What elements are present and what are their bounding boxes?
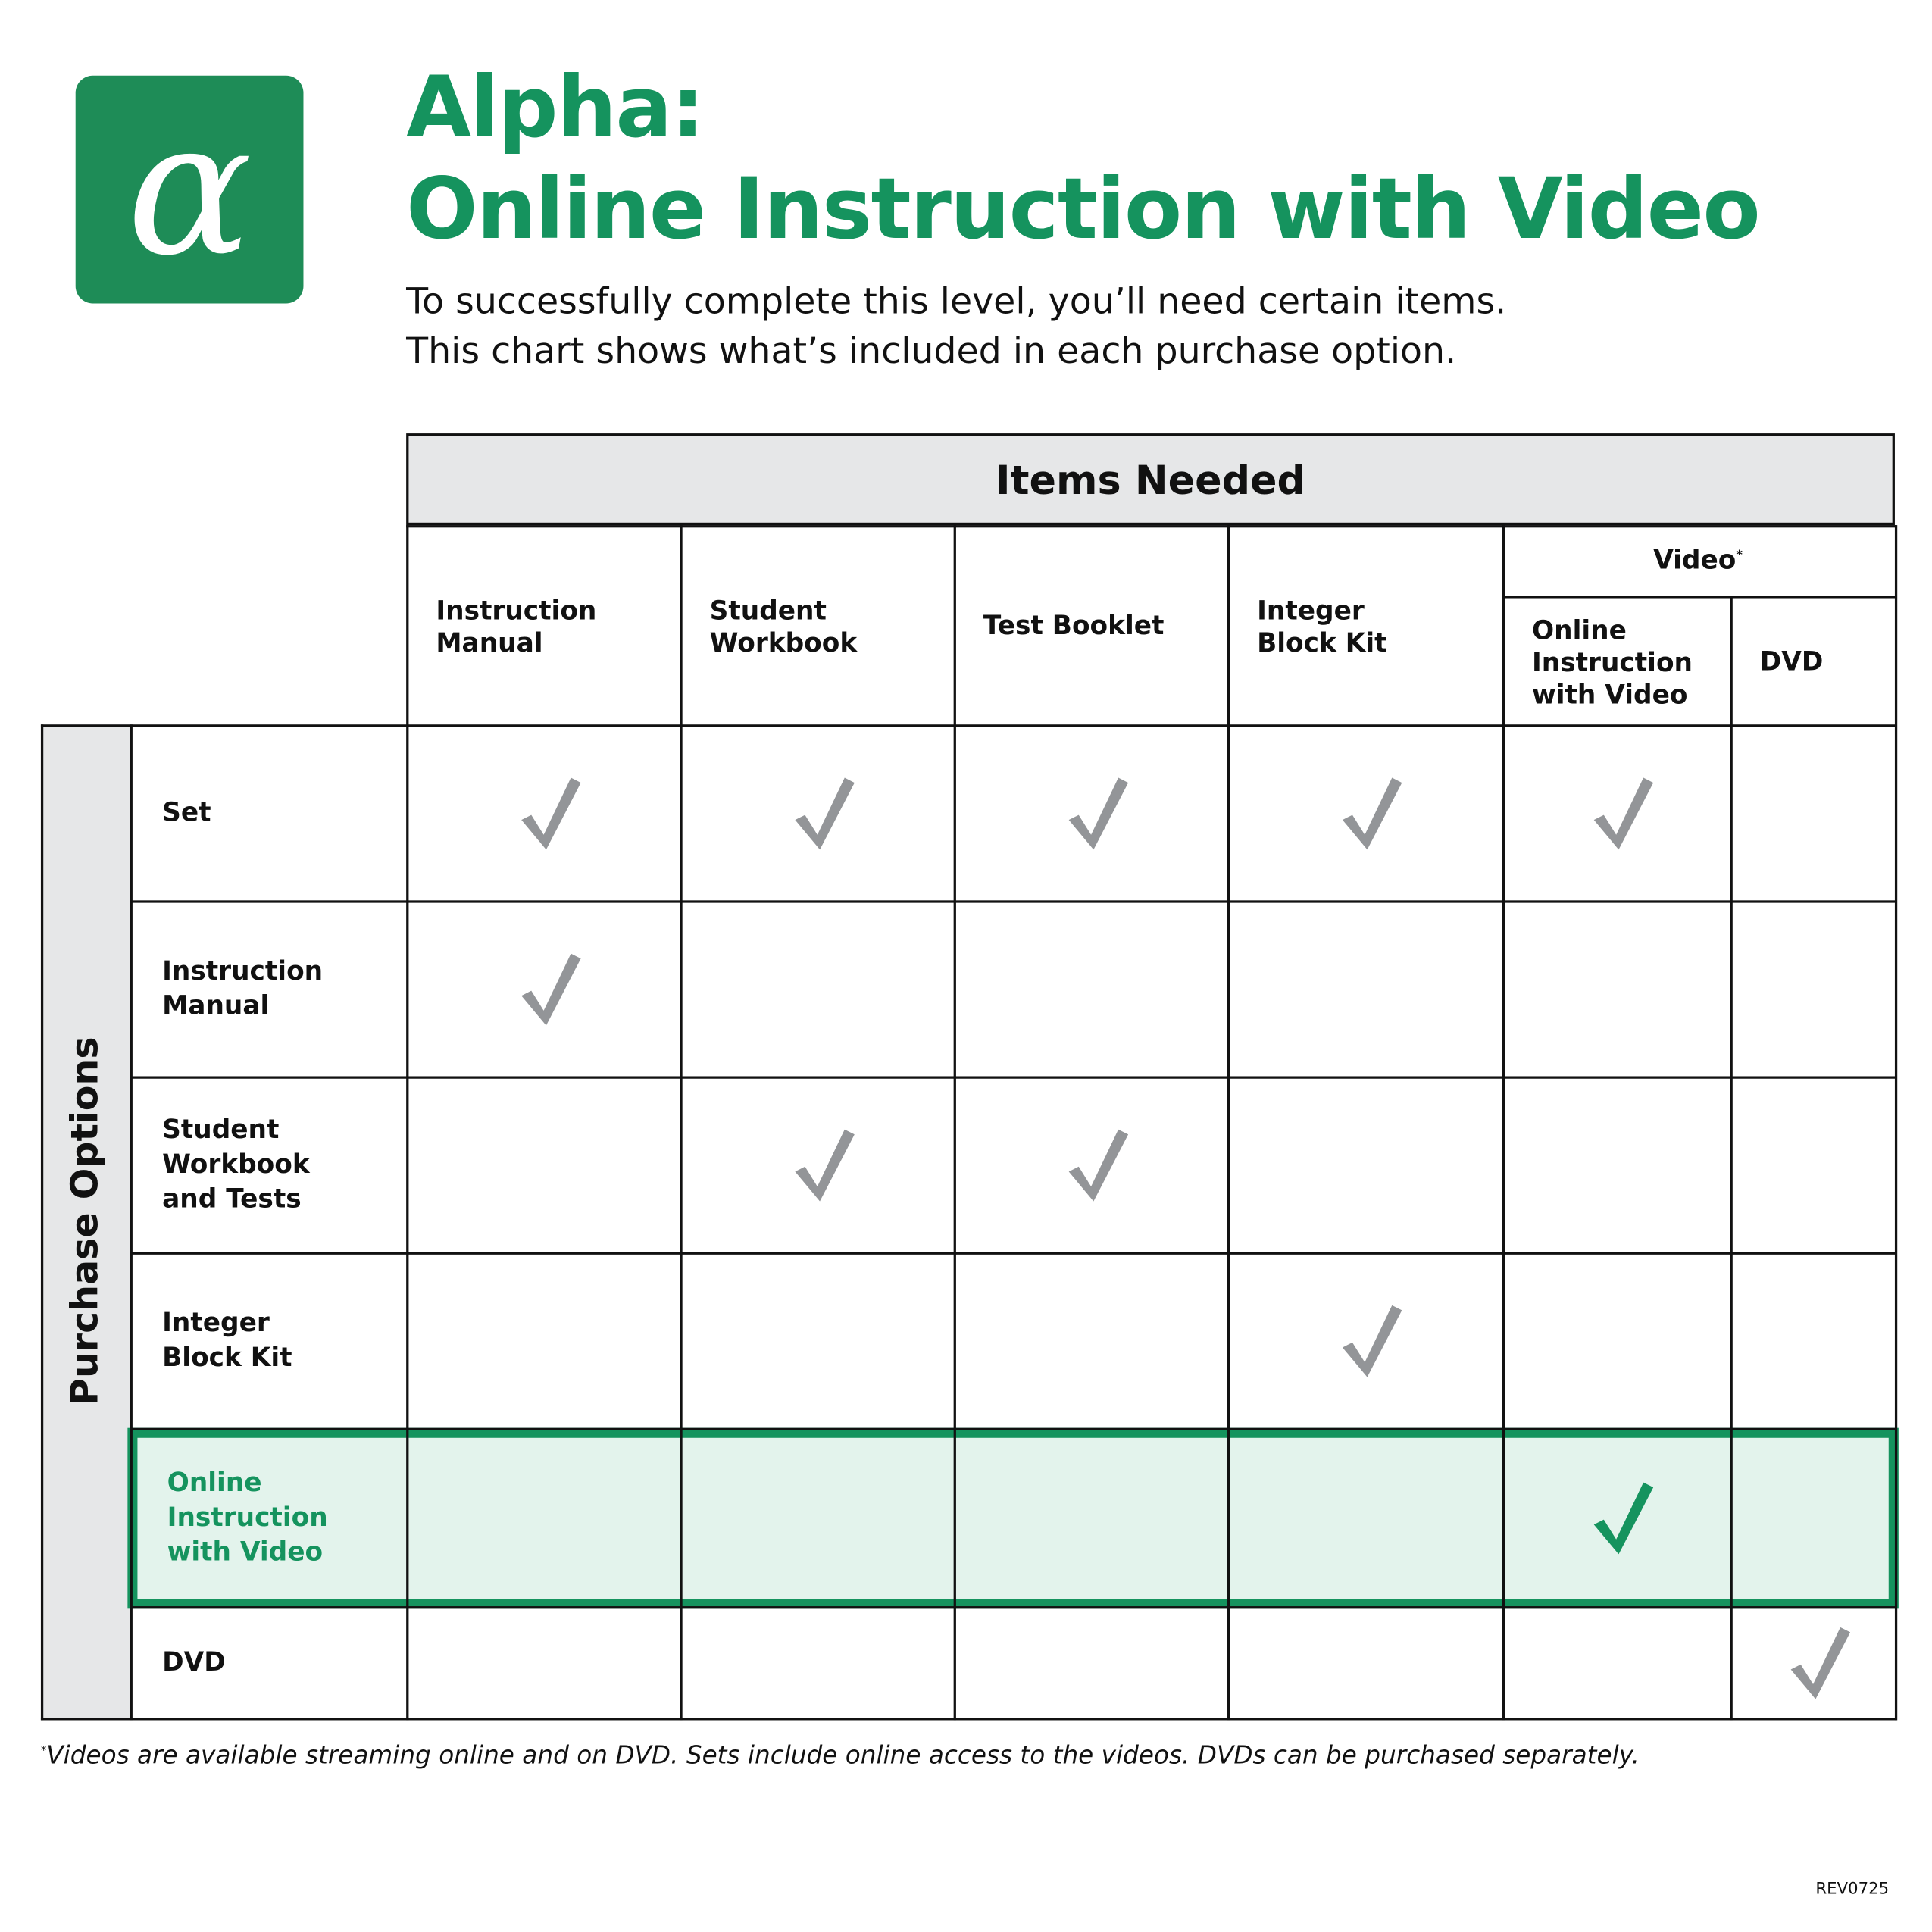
- purchase-options-label: Purchase Options: [64, 1036, 108, 1405]
- video-group-label: Video: [1653, 545, 1737, 575]
- footnote-marker: *: [40, 1745, 47, 1758]
- grid-line: [406, 525, 408, 1720]
- column-header: DVD: [1759, 646, 1824, 677]
- row-label: Student Workbook and Tests: [162, 1114, 310, 1214]
- row-label: Instruction Manual: [162, 955, 324, 1021]
- checkmark-icon: [1340, 775, 1402, 849]
- page-title-line2: Online Instruction with Video: [406, 161, 1760, 259]
- grid-line: [1730, 596, 1733, 1720]
- grid-line: [131, 1252, 1896, 1255]
- alpha-logo: α: [76, 76, 304, 304]
- checkmark-icon: [518, 951, 580, 1025]
- page-title-line1: Alpha:: [406, 59, 704, 158]
- grid-line: [1895, 525, 1897, 1720]
- checkmark-icon: [1066, 1127, 1128, 1201]
- checkmark-icon: [518, 775, 580, 849]
- checkmark-icon: [1066, 775, 1128, 849]
- checkmark-icon: [1340, 1303, 1402, 1377]
- grid-line: [41, 724, 43, 1720]
- subtitle-line2: This chart shows what’s included in each purchase option.: [406, 329, 1457, 372]
- column-header: Online Instruction with Video: [1532, 615, 1693, 710]
- grid-line: [131, 1076, 1896, 1078]
- checkmark-icon: [792, 775, 854, 849]
- items-needed-header: Items Needed: [406, 433, 1895, 525]
- grid-line: [41, 724, 1896, 727]
- footnote-text: Videos are available streaming online and on DVD. Sets include online access to the videos. DVDs can be purchased separately.: [46, 1740, 1640, 1770]
- row-label: Set: [162, 797, 211, 827]
- checkmark-icon: [792, 1127, 854, 1201]
- grid-line: [954, 525, 956, 1720]
- video-footnote-marker: *: [1736, 549, 1743, 563]
- column-header: Instruction Manual: [436, 596, 597, 658]
- checkmark-icon: [1591, 1480, 1653, 1554]
- grid-line: [131, 1428, 1896, 1430]
- grid-line: [130, 724, 133, 1720]
- revision-code: REV0725: [1815, 1880, 1890, 1899]
- column-header: Student Workbook: [709, 596, 858, 658]
- column-header: Integer Block Kit: [1257, 596, 1387, 658]
- subtitle-line1: To successfully complete this level, you’ll need certain items.: [406, 280, 1507, 322]
- grid-line: [131, 900, 1896, 902]
- grid-line: [1502, 596, 1896, 598]
- grid-line: [1502, 525, 1505, 1720]
- footnote: [41, 1740, 1640, 1770]
- grid-line: [1227, 525, 1230, 1720]
- row-label: Online Instruction with Video: [167, 1468, 328, 1567]
- row-label: Integer Block Kit: [162, 1308, 292, 1373]
- column-header: Test Booklet: [983, 610, 1165, 641]
- grid-line: [131, 1606, 1896, 1608]
- video-group-header: [1653, 545, 1743, 574]
- grid-line: [680, 525, 682, 1720]
- grid-line: [41, 1718, 1896, 1720]
- checkmark-icon: [1591, 775, 1653, 849]
- grid-line: [406, 525, 1896, 527]
- row-label: DVD: [162, 1647, 226, 1677]
- checkmark-icon: [1788, 1625, 1850, 1699]
